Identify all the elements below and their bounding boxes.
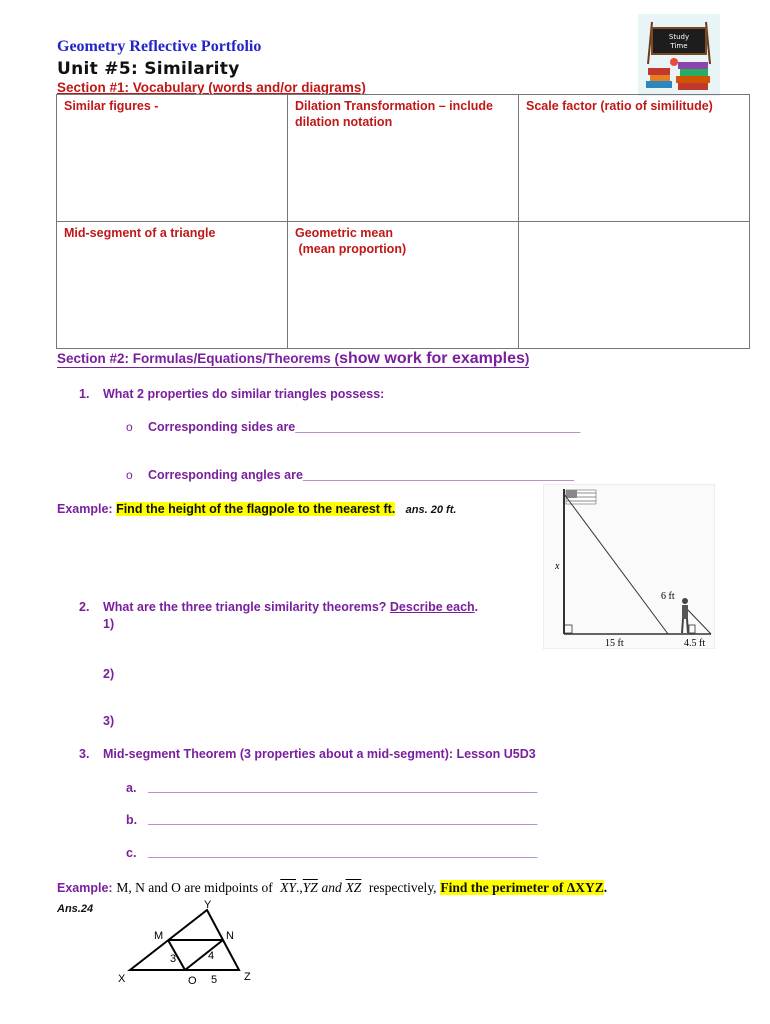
vertex-z: Z bbox=[244, 971, 251, 983]
vertex-n: N bbox=[226, 930, 234, 942]
q2-item-2[interactable]: 2) bbox=[103, 667, 115, 681]
vocab-cell-empty[interactable] bbox=[519, 222, 750, 349]
vocab-cell-dilation[interactable]: Dilation Transformation – include dilation notation bbox=[288, 95, 519, 222]
svg-text:Time: Time bbox=[670, 42, 688, 50]
q1-text: What 2 properties do similar triangles possess: bbox=[103, 387, 385, 401]
q1-number: 1. bbox=[79, 387, 90, 401]
page-title: Geometry Reflective Portfolio bbox=[57, 38, 262, 55]
bullet-mark: o bbox=[126, 468, 133, 482]
example1-task: Find the height of the flagpole to the nearest ft. bbox=[116, 502, 396, 516]
q3-text: Mid-segment Theorem (3 properties about a mid-segment): Lesson U5D3 bbox=[103, 747, 536, 761]
vocab-cell-scale-factor[interactable]: Scale factor (ratio of similitude) bbox=[519, 95, 750, 222]
example1-label: Example: bbox=[57, 502, 113, 516]
example2-answer: Ans.24 bbox=[57, 903, 94, 915]
label-15ft: 15 ft bbox=[605, 638, 624, 649]
flagpole-figure bbox=[543, 484, 715, 649]
unit-title: Unit #5: Similarity bbox=[57, 59, 240, 79]
q3-number: 3. bbox=[79, 747, 90, 761]
label-x: x bbox=[555, 561, 560, 572]
example2: Example: M, N and O are midpoints of $\overline{XY}.,\overline{YZ}$ and $\overline{XZ}$ respectively, Find the perimeter of ΔXYZ. bbox=[57, 880, 608, 895]
q2-text: What are the three triangle similarity theorems? Describe each. bbox=[103, 600, 479, 614]
q2-number: 2. bbox=[79, 600, 90, 614]
vocab-cell-geometric-mean[interactable]: Geometric mean (mean proportion) bbox=[288, 222, 519, 349]
q2-item-1[interactable]: 1) bbox=[103, 617, 115, 631]
vocabulary-table bbox=[56, 94, 750, 349]
triangle-figure bbox=[112, 896, 262, 988]
q2-item-3[interactable]: 3) bbox=[103, 714, 115, 728]
vocab-cell-mid-segment[interactable]: Mid-segment of a triangle bbox=[57, 222, 288, 349]
flag-icon bbox=[566, 490, 596, 504]
study-time-icon bbox=[638, 14, 720, 96]
q3-line-c[interactable]: ________________________________________________________ bbox=[148, 845, 538, 859]
q1-bullet-sides[interactable]: Corresponding sides are_________________________________________ bbox=[148, 420, 581, 434]
vertex-o: O bbox=[188, 975, 197, 987]
q3-label-a: a. bbox=[126, 781, 137, 795]
label-4-5ft: 4.5 ft bbox=[684, 638, 706, 649]
vertex-y: Y bbox=[204, 899, 212, 911]
segment-label-5: 5 bbox=[211, 974, 218, 986]
bullet-mark: o bbox=[126, 420, 133, 434]
q3-line-b[interactable]: ________________________________________________________ bbox=[148, 812, 538, 826]
section1-heading: Section #1: Vocabulary (words and/or diagrams) bbox=[57, 80, 366, 95]
vocab-cell-similar-figures[interactable]: Similar figures - bbox=[57, 95, 288, 222]
q1-bullet-angles[interactable]: Corresponding angles are_______________________________________ bbox=[148, 468, 575, 482]
label-6ft: 6 ft bbox=[661, 591, 675, 602]
example1 bbox=[57, 502, 456, 516]
example2-label: Example: bbox=[57, 881, 113, 895]
vertex-x: X bbox=[118, 973, 126, 985]
example1-answer: ans. 20 ft. bbox=[405, 504, 457, 516]
vertex-m: M bbox=[154, 930, 164, 942]
q3-line-a[interactable]: ________________________________________________________ bbox=[148, 780, 538, 794]
segment-label-3: 3 bbox=[170, 953, 177, 965]
q3-label-b: b. bbox=[126, 813, 138, 827]
segment-label-4: 4 bbox=[208, 950, 215, 962]
example2-task: Find the perimeter of ΔXYZ bbox=[440, 880, 604, 895]
q3-label-c: c. bbox=[126, 846, 137, 860]
section2-heading: Section #2: Formulas/Equations/Theorems (show work for examples) bbox=[57, 350, 530, 367]
svg-text:Study: Study bbox=[668, 33, 690, 41]
